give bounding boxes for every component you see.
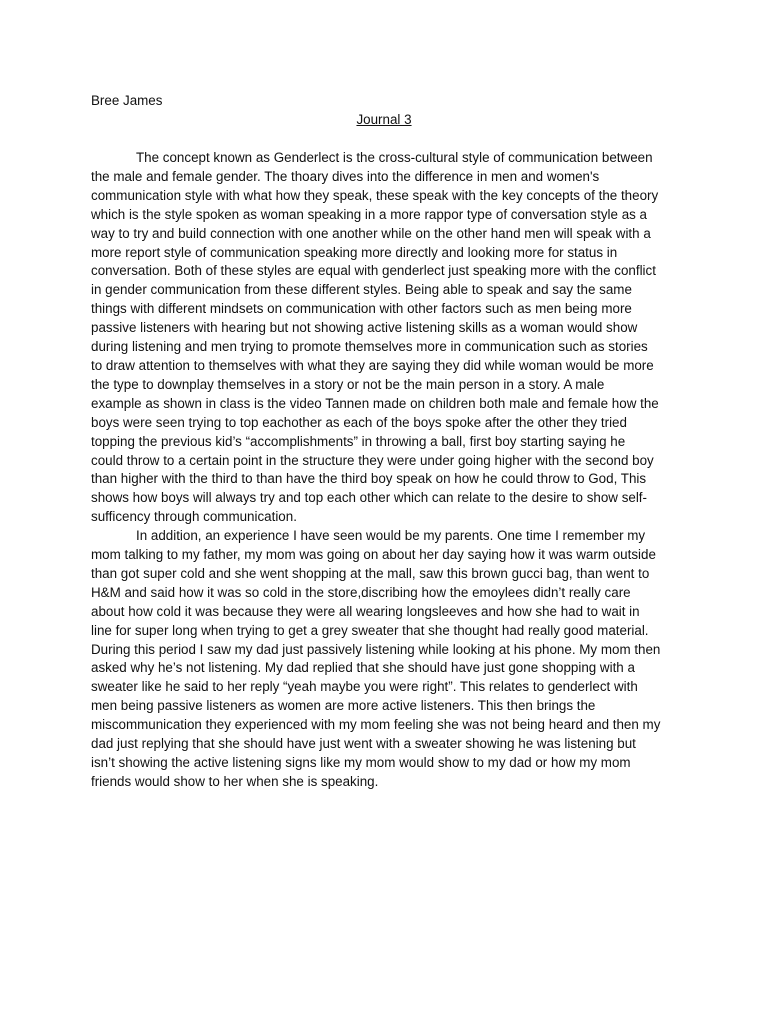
text-line: In addition, an experience I have seen would be my parents. One time I remember my: [136, 528, 646, 544]
document-body: [91, 149, 679, 792]
text-line: friends would show to her when she is speaking.: [91, 773, 379, 789]
text-line: topping the previous kid’s “accomplishments” in throwing a ball, first boy starting saying he: [91, 433, 626, 449]
text-line: could throw to a certain point in the structure they were under going higher with the second boy: [91, 452, 654, 468]
text-line: mom talking to my father, my mom was going on about her day saying how it was warm outside: [91, 547, 656, 563]
text-line: The concept known as Genderlect is the cross-cultural style of communication between: [136, 150, 653, 165]
text-line: During this period I saw my dad just passively listening while looking at his phone. My mom then: [91, 641, 661, 657]
text-line: miscommunication they experienced with my mom feeling she was not being heard and then my: [91, 717, 661, 733]
text-line: which is the style spoken as woman speaking in a more rappor type of conversation style as a: [91, 206, 647, 222]
text-line: shows how boys will always try and top each other which can relate to the desire to show self-: [91, 490, 647, 506]
text-line: in gender communication from these different styles. Being able to speak and say the same: [91, 282, 632, 298]
text-line: dad just replying that she should have just went with a sweater showing he was listening but: [91, 736, 636, 752]
text-line: to draw attention to themselves with what they are saying they did while woman would be more: [91, 357, 654, 373]
text-line: H&M and said how it was so cold in the store,discribing how the emoylees didn’t really care: [91, 584, 631, 600]
text-line: about how cold it was because they were all wearing longsleeves and how she had to wait in: [91, 603, 640, 619]
text-line: the male and female gender. The thoary dives into the difference in men and women's: [91, 168, 600, 184]
text-line: way to try and build connection with one another while on the other hand men will speak with a: [91, 225, 651, 241]
document-title-text: Journal 3: [356, 112, 412, 127]
text-line: line for super long when trying to get a grey sweater that she thought had really good material.: [91, 622, 649, 638]
text-line: than got super cold and she went shopping at the mall, saw this brown gucci bag, than went to: [91, 565, 650, 581]
author-name: Bree James: [91, 93, 163, 108]
text-line: isn’t showing the active listening signs like my mom would show to my dad or how my mom: [91, 755, 631, 770]
text-line: sweater like he said to her reply “yeah maybe you were right”. This relates to genderlect with: [91, 679, 638, 695]
document-title: [91, 111, 677, 129]
paragraph-1: [91, 149, 679, 527]
text-line: more report style of communication speaking more directly and looking more for status in: [91, 244, 618, 260]
text-line: men being passive listeners as women are more active listeners. This then brings the: [91, 698, 596, 714]
text-line: passive listeners with hearing but not showing active listening skills as a woman would show: [91, 320, 638, 336]
text-line: than higher with the third to than have the third boy speak on how he could throw to God, This: [91, 471, 647, 487]
paragraph-2: [91, 527, 679, 792]
text-line: conversation. Both of these styles are equal with genderlect just speaking more with the conflict: [91, 263, 656, 279]
text-line: sufficency through communication.: [91, 509, 297, 525]
text-line: during listening and men trying to promote themselves more in communication such as stories: [91, 339, 648, 355]
text-line: asked why he’s not listening. My dad replied that she should have just gone shopping with a: [91, 660, 635, 676]
text-line: things with different mindsets on communication with other factors such as men being more: [91, 301, 632, 317]
text-line: example as shown in class is the video Tannen made on children both male and female how the: [91, 395, 659, 411]
text-line: communication style with what how they speak, these speak with the key concepts of the theory: [91, 187, 659, 203]
text-line: boys were seen trying to top eachother as each of the boys spoke after the other they tried: [91, 414, 627, 430]
text-line: the type to downplay themselves in a story or not be the main person in a story. A male: [91, 376, 605, 392]
